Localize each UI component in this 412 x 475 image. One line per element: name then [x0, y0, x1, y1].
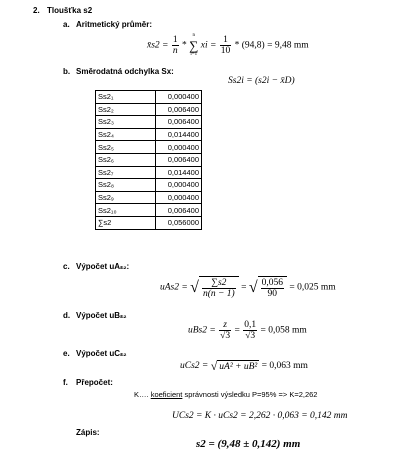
- table-row: [96, 153, 202, 166]
- item-d-letter: d.: [63, 311, 71, 320]
- coefficient-link: koeficient: [150, 390, 183, 399]
- uc-lhs: uCs2 =: [180, 361, 209, 372]
- ub-equals: =: [234, 325, 240, 336]
- deviation-formula: Ss2i = (s2i − x̄D): [228, 76, 295, 86]
- uc-formula: uCs2 = √ uA² + uB² = 0,063 mm: [180, 359, 308, 373]
- ub-fraction-1: $\frac{z}{√3}$: [220, 320, 231, 341]
- row-name: Ss2₃: [96, 116, 156, 129]
- final-result: s2 = (9,48 ± 0,142) mm: [196, 438, 301, 450]
- row-value: 0,006400: [156, 153, 202, 166]
- item-f-label: Přepočet:: [76, 378, 113, 387]
- ua-fraction-1: $\frac{\sum s2}{n(n - 1)}$: [202, 278, 235, 299]
- ub-lhs: uBs2 =: [188, 325, 216, 336]
- item-f-letter: f.: [63, 378, 68, 387]
- ub-rhs: = 0,058 mm: [260, 325, 307, 336]
- uc-rhs: = 0,063 mm: [261, 361, 308, 372]
- row-name: Ss2₇: [96, 166, 156, 179]
- item-d-label: Výpočet uBₛ₂: [76, 311, 127, 320]
- mean-fraction-2: $\frac{1}{10}$: [220, 35, 231, 56]
- row-value: 0,000400: [156, 191, 202, 204]
- table-row: [96, 166, 202, 179]
- item-c-letter: c.: [63, 262, 70, 271]
- mean-lhs: x̄s2 =: [147, 40, 169, 51]
- table-row: [96, 103, 202, 116]
- deviation-table: [95, 90, 202, 230]
- row-value: 0,014400: [156, 128, 202, 141]
- item-a-label: Aritmetický průměr:: [76, 20, 153, 29]
- row-name: Ss2₁₀: [96, 204, 156, 217]
- item-a-letter: a.: [63, 20, 70, 29]
- section-title: Tloušťka s2: [47, 6, 93, 15]
- item-c-label: Výpočet uAₛ₂:: [76, 262, 130, 271]
- table-row: [96, 116, 202, 129]
- mean-formula: [147, 33, 309, 58]
- mean-fraction-1: $\frac{1}{n}$: [172, 35, 178, 56]
- table-row: [96, 91, 202, 104]
- ua-fraction-2: $\frac{0,056}{90}$: [261, 278, 283, 299]
- ub-formula: [188, 320, 307, 341]
- row-value: 0,006400: [156, 103, 202, 116]
- table-row: [96, 128, 202, 141]
- row-value: 0,000400: [156, 179, 202, 192]
- ua-rhs: = 0,025 mm: [289, 282, 336, 293]
- row-name: ∑s2: [96, 216, 156, 229]
- row-name: Ss2₈: [96, 179, 156, 192]
- row-value: 0,000400: [156, 91, 202, 104]
- table-row: [96, 179, 202, 192]
- ua-formula: uAs2 = √ $\frac{\sum s2}{n(n - 1)}$ = √ $\frac{0,056}{90}$ = 0,025 mm: [160, 278, 336, 299]
- sum-symbol: n ∑ i=1: [189, 33, 199, 57]
- row-name: Ss2₅: [96, 141, 156, 154]
- item-b-label: Směrodatná odchylka Sx:: [76, 67, 174, 76]
- item-e-letter: e.: [63, 349, 70, 358]
- record-label: Zápis:: [76, 428, 100, 437]
- row-name: Ss2₆: [96, 153, 156, 166]
- row-name: Ss2₁: [96, 91, 156, 104]
- note-k: K….: [134, 390, 149, 399]
- uc-expanded-formula: UCs2 = K · uCs2 = 2,262 · 0,063 = 0,142 mm: [172, 411, 348, 421]
- ua-equals: =: [241, 282, 247, 293]
- table-row: [96, 204, 202, 217]
- item-e-label: Výpočet uCₛ₂: [76, 349, 127, 358]
- row-name: Ss2₄: [96, 128, 156, 141]
- mean-rhs: * (94,8) = 9,48 mm: [234, 40, 309, 51]
- row-value: 0,056000: [156, 216, 202, 229]
- ua-lhs: uAs2 =: [160, 282, 188, 293]
- row-value: 0,014400: [156, 166, 202, 179]
- mean-star: *: [181, 40, 187, 51]
- row-name: Ss2₂: [96, 103, 156, 116]
- table-row: [96, 191, 202, 204]
- coefficient-note: [134, 390, 317, 399]
- table-row: [96, 216, 202, 229]
- ub-fraction-2: $\frac{0,1}{√3}$: [244, 320, 257, 341]
- table-row: [96, 141, 202, 154]
- mean-xi: xi =: [200, 40, 217, 51]
- section-number: 2.: [33, 6, 40, 15]
- note-rest: správnosti výsledku P=95% => K=2,262: [184, 390, 318, 399]
- row-name: Ss2₉: [96, 191, 156, 204]
- uc-radicand: uA² + uB²: [219, 362, 258, 372]
- row-value: 0,006400: [156, 116, 202, 129]
- item-b-letter: b.: [63, 67, 71, 76]
- row-value: 0,000400: [156, 141, 202, 154]
- row-value: 0,006400: [156, 204, 202, 217]
